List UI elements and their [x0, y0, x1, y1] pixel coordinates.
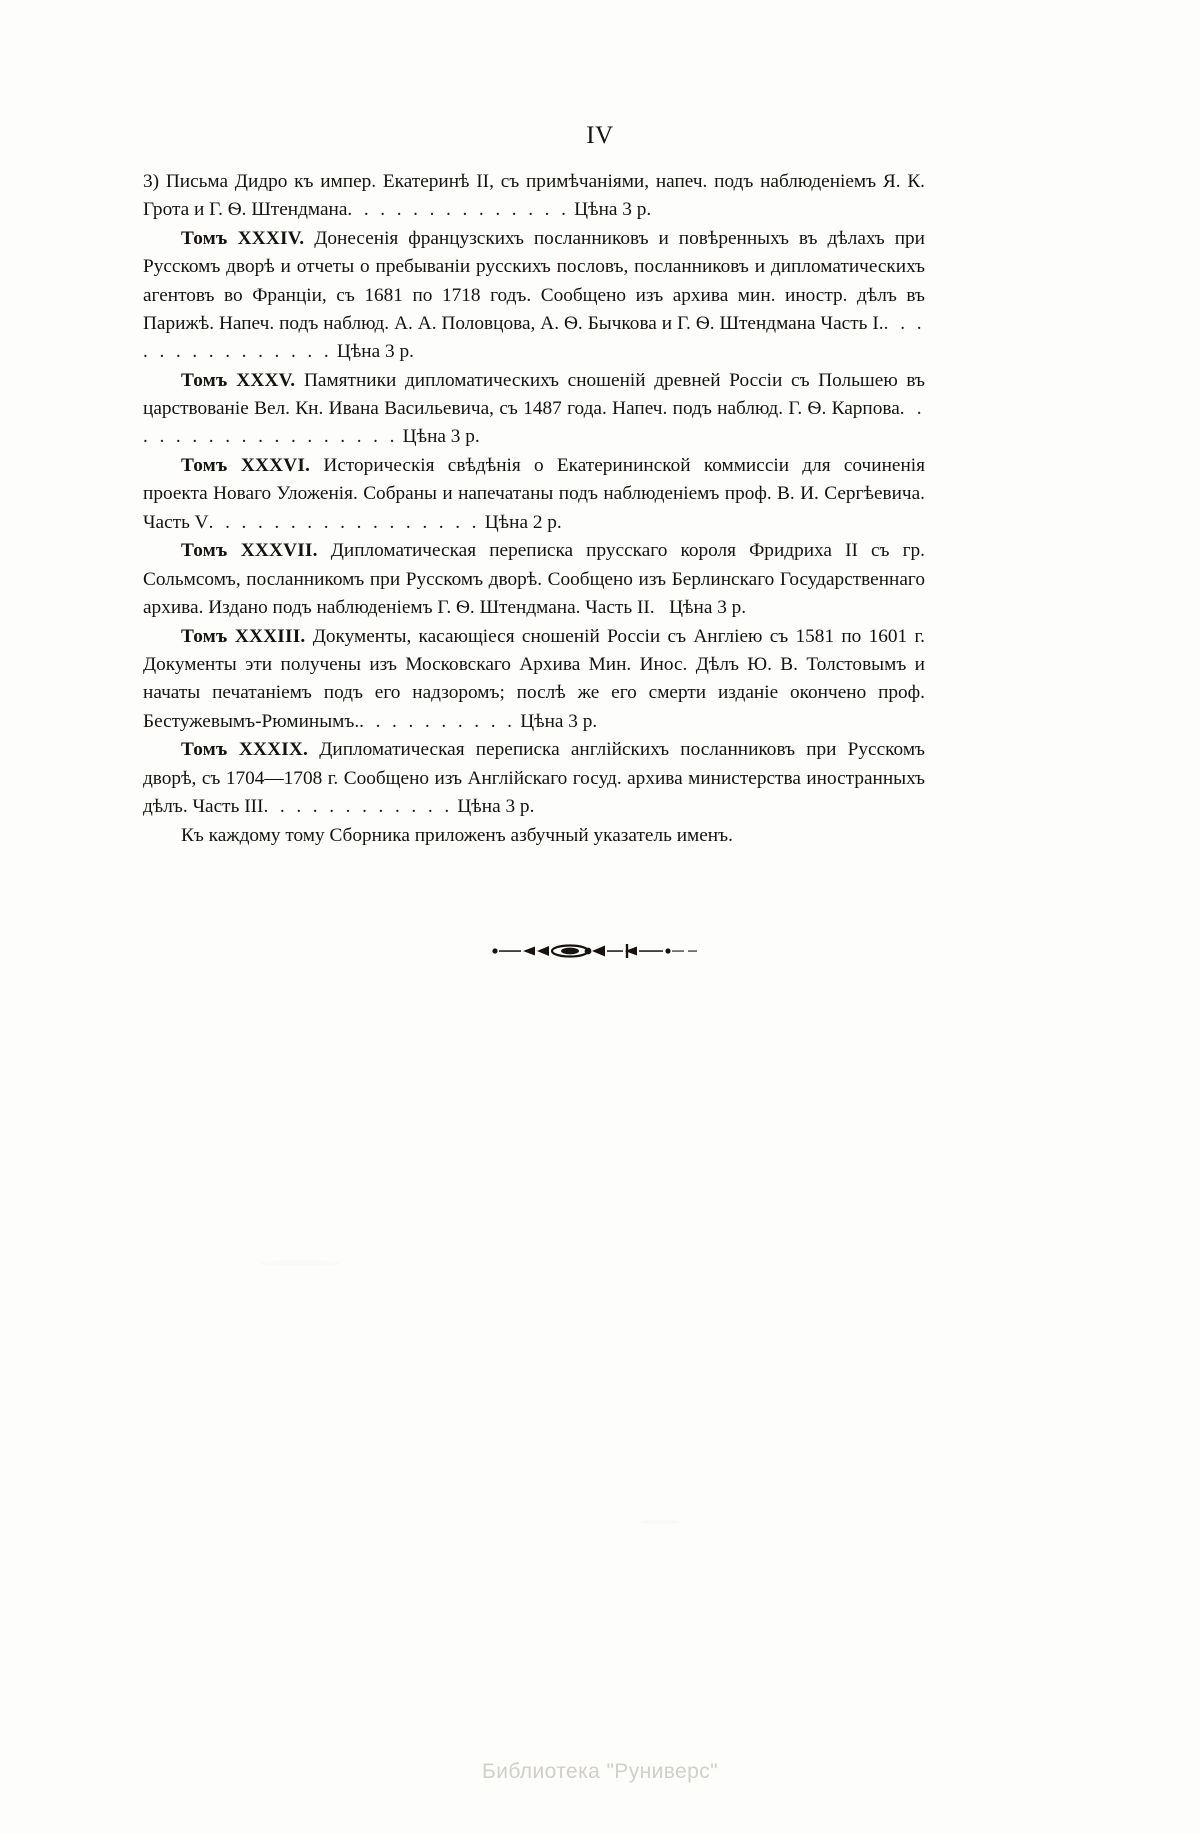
list-item	[143, 452, 925, 537]
entry-price: Цѣна 3 р.	[669, 596, 747, 618]
entry-price: Цѣна 3 р.	[520, 710, 598, 732]
list-item	[143, 367, 925, 452]
volume-label: Томъ XXXIII.	[181, 625, 306, 647]
page-number: IV	[586, 122, 614, 149]
paper-blemish	[640, 1520, 680, 1524]
paper-blemish	[260, 1260, 340, 1266]
decorative-ornament	[0, 940, 1200, 962]
entry-price: Цѣна 3 р.	[457, 795, 535, 817]
entry-text: Историческія свѣдѣнія о Екатерининской коммиссіи для сочиненія проекта Новаго Уложенія. Собраны и напечатаны подъ наблюденіемъ проф. В. И. Сергѣевича. Часть V	[143, 455, 925, 533]
leader-dots: . . . . . . . . . .	[359, 710, 516, 732]
library-watermark: Библиотека "Руниверс"	[482, 1760, 718, 1783]
list-item	[143, 736, 925, 821]
entry-text: Дипломатическая переписка англійскихъ посланниковъ при Русскомъ дворѣ, съ 1704—1708 г. Сообщено изъ Англійскаго госуд. архива министерства иностранныхъ дѣлъ. Часть III	[143, 739, 925, 817]
leader-dots: . . . . . . . . . . . .	[263, 795, 453, 817]
catalog-entries	[143, 168, 925, 850]
leader-dots: . . . . . . . . . . . . . . .	[143, 312, 925, 363]
volume-label: Томъ XXXV.	[181, 369, 296, 391]
entry-text: Памятники дипломатическихъ сношеній древней Россіи съ Польшею въ царствованіе Вел. Кн. Ивана Васильевича, съ 1487 года. Напеч. подъ наблюд. Г. Ѳ. Карпова	[143, 369, 925, 420]
entry-text: Донесенія французскихъ посланниковъ и повѣренныхъ въ дѣлахъ при Русскомъ дворѣ и отчеты о пребываніи русскихъ пословъ, посланниковъ и дипломатическихъ агентовъ во Франціи, съ 1681 по 1718 годъ. Сообщено изъ архива мин. иностр. дѣлъ въ Парижѣ. Напеч. подъ наблюд. А. А. Половцова, А. Ѳ. Бычкова и Г. Ѳ. Штендмана Часть I.	[143, 228, 925, 334]
leader-dots: . . . . . . . . . . . . . . . . .	[208, 511, 480, 533]
list-item	[143, 623, 925, 736]
volume-label: Томъ XXXIV.	[181, 228, 305, 250]
volume-label: Томъ XXXVII.	[181, 540, 318, 562]
list-item	[143, 537, 925, 622]
closing-note: Къ каждому тому Сборника приложенъ азбучный указатель именъ.	[181, 824, 733, 846]
entry-text: 3) Письма Дидро къ импер. Екатеринѣ II, съ примѣчаніями, напеч. подъ наблюденіемъ Я. К. Грота и Г. Ѳ. Штендмана	[143, 171, 925, 221]
list-item	[143, 225, 925, 366]
entry-price: Цѣна 2 р.	[484, 511, 562, 533]
leader-dots: . . . . . . . . . . . . . . . . . .	[143, 398, 925, 448]
entry-price: Цѣна 3 р.	[336, 341, 414, 363]
list-item	[143, 168, 925, 225]
volume-label: Томъ XXXIX.	[181, 739, 309, 761]
leader-dots: . . . . . . . . . . . . . .	[347, 199, 570, 221]
entry-text: Дипломатическая переписка прусскаго короля Фридриха II съ гр. Сольмсомъ, посланникомъ при Русскомъ дворѣ. Сообщено изъ Берлинскаго Государственнаго архива. Издано подъ наблюденіемъ Г. Ѳ. Штендмана. Часть II.	[143, 540, 925, 618]
volume-label: Томъ XXXVI.	[181, 455, 311, 477]
entry-price: Цѣна 3 р.	[574, 199, 652, 221]
entry-price: Цѣна 3 р.	[402, 426, 480, 448]
entry-text: Документы, касающіеся сношеній Россіи съ Англіею съ 1581 по 1601 г. Документы эти получены изъ Московскаго Архива Мин. Инос. Дѣлъ Ю. В. Толстовымъ и начаты печатаніемъ подъ его надзоромъ; послѣ же его смерти изданіе окончено проф. Бестужевымъ-Рюминымъ.	[143, 625, 925, 732]
